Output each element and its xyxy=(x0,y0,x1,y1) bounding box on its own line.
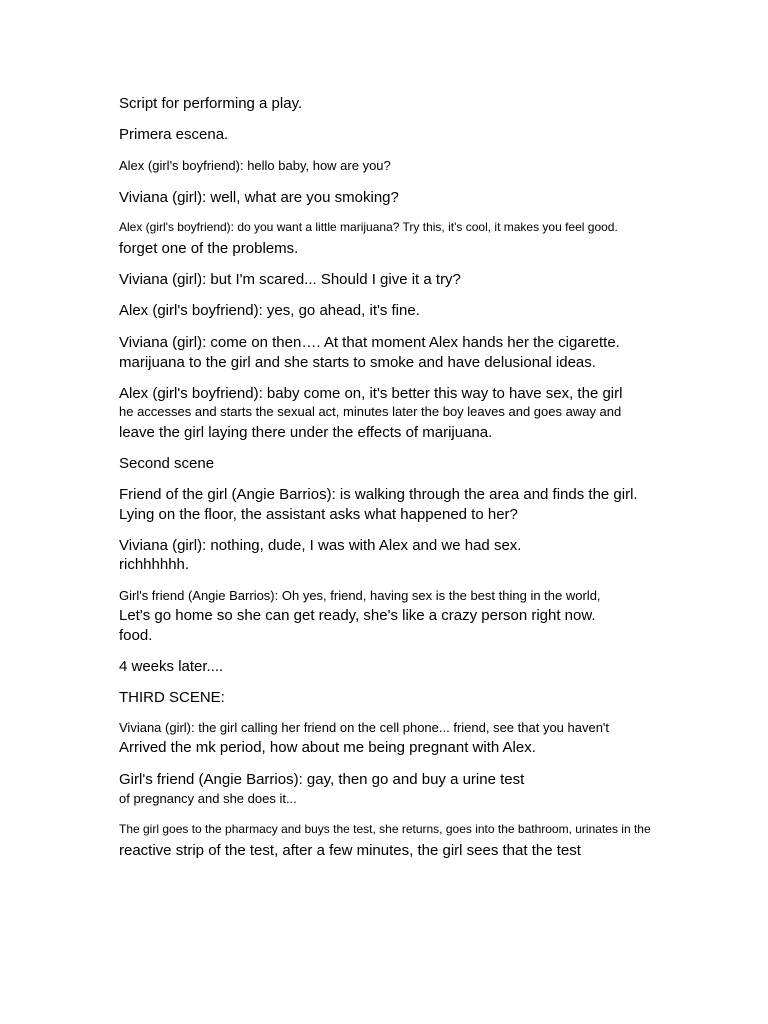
dialogue-line: leave the girl laying there under the effects of marijuana. xyxy=(119,424,493,441)
narration-line: The girl goes to the pharmacy and buys the test, she returns, goes into the bathroom, urinates in the xyxy=(119,822,651,836)
dialogue-line: Alex (girl's boyfriend): yes, go ahead, it's fine. xyxy=(119,302,420,319)
dialogue-line: of pregnancy and she does it... xyxy=(119,791,297,806)
scene-heading: Primera escena. xyxy=(119,126,229,143)
dialogue-line: Girl's friend (Angie Barrios): gay, then go and buy a urine test xyxy=(119,771,525,788)
dialogue-line: Arrived the mk period, how about me being pregnant with Alex. xyxy=(119,739,536,756)
dialogue-line: Alex (girl's boyfriend): hello baby, how are you? xyxy=(119,158,391,173)
dialogue-line: Viviana (girl): the girl calling her friend on the cell phone... friend, see that you haven't xyxy=(119,720,610,735)
dialogue-line: Lying on the floor, the assistant asks what happened to her? xyxy=(119,506,518,523)
dialogue-line: Viviana (girl): well, what are you smoking? xyxy=(119,189,399,206)
dialogue-line: marijuana to the girl and she starts to smoke and have delusional ideas. xyxy=(119,354,596,371)
dialogue-line: food. xyxy=(119,627,153,644)
scene-heading: Second scene xyxy=(119,455,215,472)
narration-line: reactive strip of the test, after a few minutes, the girl sees that the test xyxy=(119,842,581,859)
scene-heading: THIRD SCENE: xyxy=(119,689,225,706)
dialogue-line: richhhhhh. xyxy=(119,556,190,573)
dialogue-line: Viviana (girl): nothing, dude, I was with Alex and we had sex. xyxy=(119,537,522,554)
dialogue-line: Friend of the girl (Angie Barrios): is walking through the area and finds the girl. xyxy=(119,486,638,503)
dialogue-line: Girl's friend (Angie Barrios): Oh yes, friend, having sex is the best thing in the world, xyxy=(119,588,601,603)
dialogue-line: Viviana (girl): but I'm scared... Should I give it a try? xyxy=(119,271,461,288)
dialogue-line: Alex (girl's boyfriend): baby come on, it's better this way to have sex, the girl xyxy=(119,385,623,402)
doc-title: Script for performing a play. xyxy=(119,95,303,112)
time-note: 4 weeks later.... xyxy=(119,658,224,675)
dialogue-line: Let's go home so she can get ready, she's like a crazy person right now. xyxy=(119,607,596,624)
dialogue-line: Alex (girl's boyfriend): do you want a little marijuana? Try this, it's cool, it makes you feel good. xyxy=(119,220,618,234)
dialogue-line: forget one of the problems. xyxy=(119,240,299,257)
dialogue-line: Viviana (girl): come on then…. At that moment Alex hands her the cigarette. xyxy=(119,334,620,351)
dialogue-line: he accesses and starts the sexual act, minutes later the boy leaves and goes away and xyxy=(119,404,622,419)
